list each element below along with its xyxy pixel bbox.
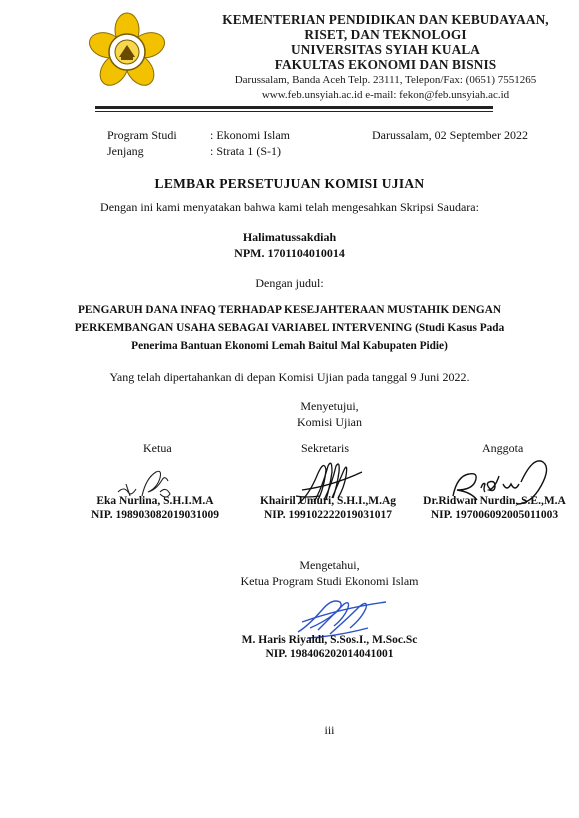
head-nip: NIP. 198406202014041001 [265,648,394,660]
committee-member-ketua [60,494,250,522]
judul-label: Dengan judul: [255,276,324,290]
anggota-nip: NIP. 197006092005011003 [430,509,559,521]
committee-label: Komisi Ujian [297,415,362,429]
faculty-name: FAKULTAS EKONOMI DAN BISNIS [274,57,497,72]
committee-member-anggota [410,494,579,522]
faculty-address: Darussalam, Banda Aceh Telp. 23111, Telepon/Fax: (0651) 7551265 [234,74,537,86]
head-name: M. Haris Riyaldi, S.Sos.I., M.Soc.Sc [241,634,418,646]
prodi-value: : Ekonomi Islam [210,128,290,142]
university-name: UNIVERSITAS SYIAH KUALA [291,42,480,57]
role-ketua: Ketua [143,441,172,455]
student-npm: NPM. 1701104010014 [234,246,345,260]
thesis-title-line-1: PENGARUH DANA INFAQ TERHADAP KESEJAHTERAAN MUSTAHIK DENGAN [77,304,502,316]
committee-member-sekretaris [238,494,418,522]
ketua-name: Eka Nurlina, S.H.I.M.A [96,495,214,507]
ministry-line-1: KEMENTERIAN PENDIDIKAN DAN KEBUDAYAAN, [222,12,549,27]
head-role: Ketua Program Studi Ekonomi Islam [240,574,419,588]
head-signatory [0,633,579,661]
jenjang-label: Jenjang [107,144,144,158]
prodi-label: Program Studi [107,128,177,142]
document-title: LEMBAR PERSETUJUAN KOMISI UJIAN [154,176,425,191]
ketua-nip: NIP. 198903082019031009 [91,509,219,521]
intro-text: Dengan ini kami menyatakan bahwa kami telah mengesahkan Skripsi Saudara: [100,200,479,214]
defended-statement: Yang telah dipertahankan di depan Komisi Ujian pada tanggal 9 Juni 2022. [109,370,470,384]
student-name: Halimatussakdiah [242,230,337,244]
sekretaris-name: Khairil Umuri, S.H.I.,M.Ag [259,495,397,507]
acknowledged-label: Mengetahui, [299,558,360,572]
ministry-line-2: RISET, DAN TEKNOLOGI [304,27,467,42]
thesis-title-line-3: Penerima Bantuan Ekonomi Lemah Baitul Mal Kabupaten Pidie) [131,340,448,352]
role-sekretaris: Sekretaris [301,441,349,455]
sekretaris-nip: NIP. 199102222019031017 [264,509,392,521]
approved-label: Menyetujui, [300,399,359,413]
place-date: Darussalam, 02 September 2022 [372,128,528,142]
header-divider-thick [95,106,493,109]
page-number: iii [324,723,335,737]
thesis-title-line-2: PERKEMBANGAN USAHA SEBAGAI VARIABEL INTERVENING (Studi Kasus Pada [74,322,505,334]
jenjang-value: : Strata 1 (S-1) [210,144,281,158]
faculty-contact: www.feb.unsyiah.ac.id e-mail: fekon@feb.unsyiah.ac.id [261,89,510,101]
header-divider-thin [95,111,493,112]
role-anggota: Anggota [482,441,524,455]
anggota-name: Dr.Ridwan Nurdin, S.E.,M.A [423,495,566,507]
